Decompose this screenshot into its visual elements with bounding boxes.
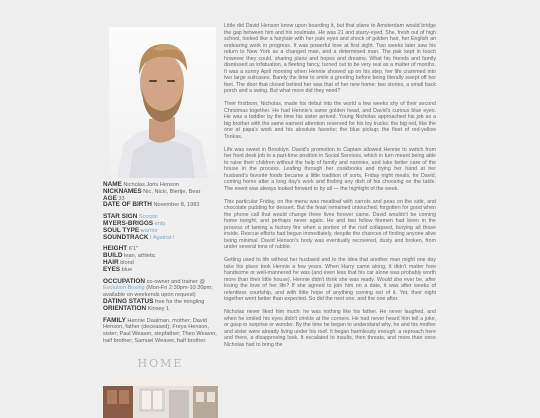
soundtrack-link[interactable]: I Against I — [150, 234, 175, 241]
bio-key-occupation: OCCUPATION — [103, 277, 146, 285]
bio-value-occupation: co-owner and trainer @ — [146, 278, 206, 285]
bio-row — [103, 189, 218, 196]
bio-value-occupation-hours: (Mon-Fri 2:30pm-10:30pm; available on weekends upon request) — [103, 285, 213, 299]
profile-photo — [109, 27, 216, 178]
bio-row — [103, 235, 218, 242]
bio-key-family: FAMILY — [103, 316, 126, 324]
story-paragraph: Little did David Henson know upon boarding it, but that plane to Amsterdam would bridge the gap between him and his soulmate. He was 21 and starry-eyed. She, fresh out of high school, looked like a fairytale with her pale eyes and shock of golden hair, her English an endearing work in progress. It was powerful love at first sight. Two weeks later saw his return to New York as a changed man, and a determined man. The pair kept in touch however they could, sharing plans and hopes and dreams. What his friends and family dismissed as infatuation, a fleeting fancy, turned out to be very real as a matter of months. It was a sunny April morning when Hennie showed up on his step, her life crammed into two large suitcases. Barely the time to smile a greeting before being literally swept off her feet. The door that closed behind her was that of her new home: two stories, a small back porch and a swing. But what more did they need? — [224, 23, 436, 94]
bio-value-dating-status: free for the mingling — [154, 298, 205, 305]
profile-photo-illustration — [109, 27, 216, 178]
bio-row — [103, 253, 218, 260]
bio-key-orientation: ORIENTATION — [103, 304, 147, 312]
story-paragraph: Life was sweet in Brooklyn. David's promotion to Captain allowed Hennie to switch from her front desk job to a part-time position in Social Services, which in turn meant being able to raise their children without the help of family and nannies, and take better care of the house in the process. Leafing through her cookbooks and trying her hand at her husband's favorite foods became a little tradition of sorts, Friday night meals, for David, coming home after a long day's work and finding any dish of his choosing on the table. The event was always looked forward to by all — the highlight of the week. — [224, 146, 436, 192]
bio-key-soundtrack: SOUNDTRACK — [103, 233, 149, 241]
bio-value-height: 6'1" — [128, 246, 138, 253]
bio-key-nicknames: NICKNAMES — [103, 187, 142, 195]
bio-key-star-sign: STAR SIGN — [103, 213, 138, 221]
bio-family — [103, 318, 218, 345]
bio-value-name: Nicholas Joris Henson — [123, 182, 180, 188]
bio-value-build: lean, athletic — [124, 253, 156, 260]
bio-value-dob: November 8, 1983 — [153, 202, 200, 209]
bio-occupation — [103, 279, 218, 299]
bio-value-age: 33 — [118, 195, 125, 202]
bio-row — [103, 260, 218, 267]
bio-row — [103, 306, 218, 313]
bio-value-nicknames: Nic, Nicki, Blertje, Bear — [143, 188, 201, 195]
bio-key-build: BUILD — [103, 252, 123, 260]
bio-key-age: AGE — [103, 194, 117, 202]
story-paragraph: Nicholas never liked him much: he was nothing like his father. He never laughed, and when he smiled his eyes didn't crinkle at the corners. He had never heard him tell a joke, or gasp in surprise or wonder. By the time he began to understand why, he and his mother and sister were already living under his roof. It began harmlessly enough: a reproach here and there, a disapproving look. It escalated to insults, then threats, and more than once Nicholas had to bring the — [224, 309, 436, 348]
bio-value-hair: blond — [120, 259, 134, 266]
profile-column — [103, 27, 218, 418]
star-sign-link[interactable]: Scorpio — [138, 214, 158, 221]
bio-key-soul-type: SOUL TYPE — [103, 226, 140, 234]
bio-key-dob: DATE OF BIRTH — [103, 201, 152, 209]
bio-value-orientation: Kinsey 1 — [147, 305, 170, 312]
story-text — [224, 23, 436, 355]
home-photo-illustration — [103, 378, 218, 418]
bio-row — [103, 202, 218, 209]
bio-key-dating-status: DATING STATUS — [103, 297, 154, 305]
bio-key-myers-briggs: MYERS-BRIGGS — [103, 219, 154, 227]
bio-value-eyes: blue — [121, 266, 133, 273]
home-photo — [103, 378, 218, 418]
bio-value-family: Hennie Daalman, mother; David Henson, father (deceased); Freya Henson, sister; Paul Weaver, stepfather; Theo Weaver, half brother; Samuel Weaver, half brother. — [103, 317, 217, 344]
bio-key-height: HEIGHT — [103, 245, 128, 253]
bio-key-name: NAME — [103, 181, 122, 188]
bio-key-hair: HAIR — [103, 258, 119, 266]
story-paragraph: Getting used to life without her husband and to the idea that another man might one day take his place took Hennie a few years. When Harry came along, it didn't matter how handsome or well-mannered he was (and even less that his car alone was probably worth more than their little house). Hennie didn't think she was ready. Would she ever be, after losing the love of her life? If she agreed to join him on a date, it was after weeks of relentless courtship, and with little hope of anything coming out of it. Yet, their night together went better than expected. So did the next one, and the one after. — [224, 257, 436, 303]
myers-briggs-link[interactable]: enfp — [154, 220, 166, 227]
profile-details — [103, 182, 218, 345]
bio-key-eyes: EYES — [103, 265, 121, 273]
bio-row — [103, 267, 218, 274]
home-section-title: HOME — [137, 356, 184, 370]
workplace-link[interactable]: Evolution Boxing — [103, 285, 145, 292]
soul-type-link[interactable]: warrior — [140, 227, 158, 234]
story-paragraph: Their firstborn, Nicholas, made his debut into the world a few weeks shy of their second Christmas together. He had Hennie's same golden head, and David's curious blue eyes. He was a toddler by the time his sister arrived. Young Nicholas approached his job as a big brother with the same earnest attention reserved for his toy trucks: the big red, like the one at papa's work and his absolute favorite; the blue pickup; the fleet of red-yellow Tonkas. — [224, 101, 436, 140]
story-paragraph: This particular Friday, on the menu was meatloaf with carrots and peas on the side, and chocolate pudding for dessert. But the feast remained untouched, forgotten for good when the phone call that would change three lives forever came. David wouldn't be coming home tonight, and perhaps never again. He and two fellow firemen had been in the process of taming a factory fire when a portion of the roof collapsed, burying all those inside. Rescue efforts had begun immediately, despite the chances of finding anyone alive being minimal. David Henson's body was eventually recovered, dusty and broken, from under several tons of rubble. — [224, 198, 436, 251]
